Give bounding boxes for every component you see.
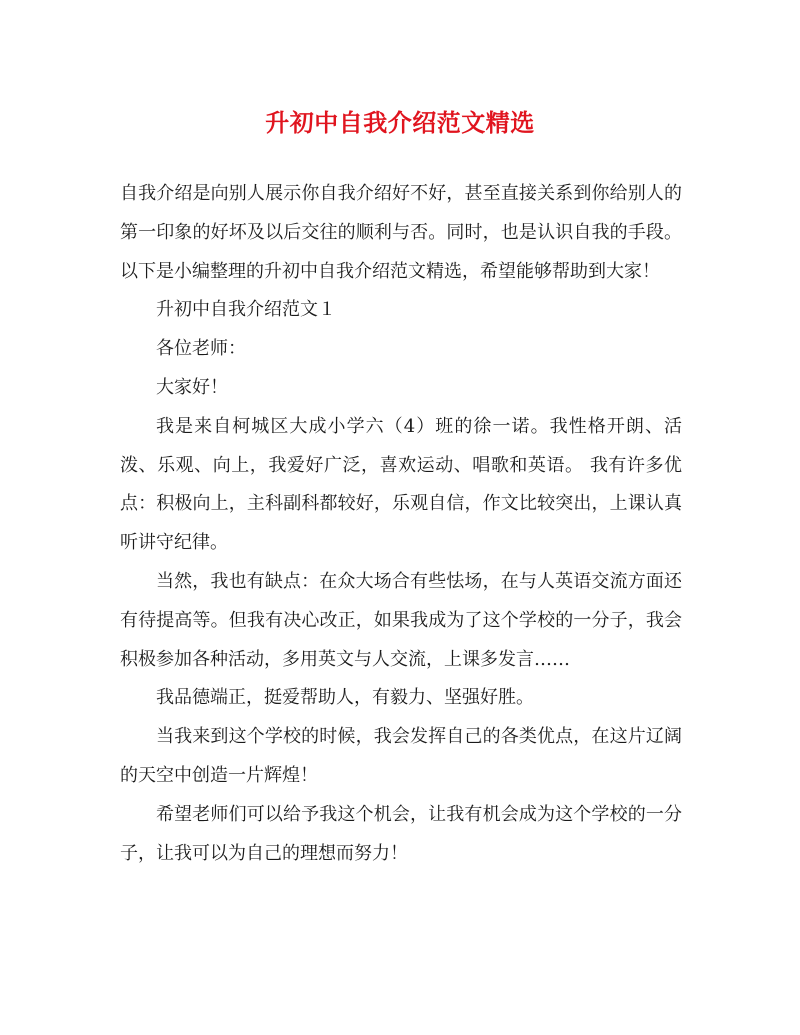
intro-paragraph: 自我介绍是向别人展示你自我介绍好不好，甚至直接关系到你给别人的第一印象的好坏及以后交往的顺利与否。同时，也是认识自我的手段。以下是小编整理的升初中自我介绍范文精选，希望能够帮助到大家！ (120, 183, 682, 282)
body-paragraph: 当我来到这个学校的时候，我会发挥自己的各类优点，在这片辽阔的天空中创造一片辉煌！ (120, 726, 682, 786)
document-body (120, 175, 682, 873)
body-paragraph: 我是来自柯城区大成小学六（4）班的徐一诺。我性格开朗、活泼、乐观、向上，我爱好广泛，喜欢运动、唱歌和英语。 我有许多优点：积极向上，主科副科都较好，乐观自信，作文比较突出，上课认真听讲守纪律。 (120, 415, 682, 554)
body-paragraph: 当然，我也有缺点：在众大场合有些怯场，在与人英语交流方面还有待提高等。但我有决心改正，如果我成为了这个学校的一分子，我会积极参加各种活动，多用英文与人交流，上课多发言…… (120, 570, 682, 670)
greeting: 大家好！ (156, 376, 228, 398)
body-paragraph: 我品德端正，挺爱帮助人，有毅力、坚强好胜。 (156, 687, 534, 709)
salutation: 各位老师： (156, 338, 246, 360)
document-title: 升初中自我介绍范文精选 (265, 108, 535, 137)
closing-paragraph: 希望老师们可以给予我这个机会，让我有机会成为这个学校的一分子，让我可以为自己的理想而努力！ (120, 803, 682, 864)
sample-heading: 升初中自我介绍范文１ (156, 299, 336, 321)
